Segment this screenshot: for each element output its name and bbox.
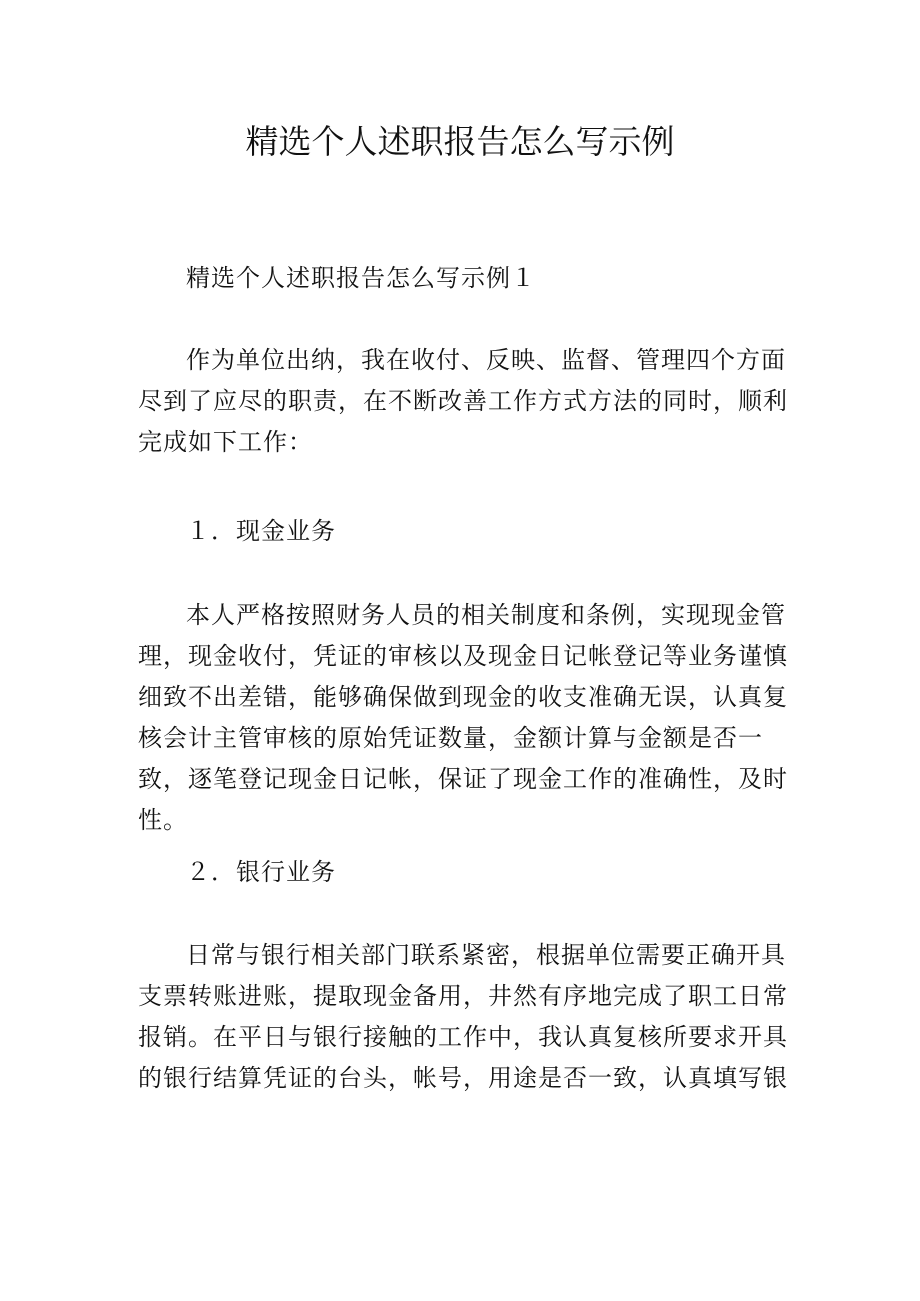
document-title: 精选个人述职报告怎么写示例 — [245, 122, 675, 161]
cash-business-paragraph: 本人严格按照财务人员的相关制度和条例，实现现金管理，现金收付，凭证的审核以及现金日记帐登记等业务谨慎细致不出差错，能够确保做到现金的收支准确无误，认真复核会计主管审核的原始凭证数量，金额计算与金额是否一致，逐笔登记现金日记帐，保证了现金工作的准确性，及时性。 — [138, 601, 788, 834]
bank-business-paragraph: 日常与银行相关部门联系紧密，根据单位需要正确开具支票转账进账，提取现金备用，井然有序地完成了职工日常报销。在平日与银行接触的工作中，我认真复核所要求开具的银行结算凭证的台头，帐号，用途是否一致，认真填写银 — [138, 941, 788, 1092]
intro-paragraph: 作为单位出纳，我在收付、反映、监督、管理四个方面尽到了应尽的职责，在不断改善工作方式方法的同时，顺利完成如下工作： — [138, 346, 788, 456]
section-heading-bank: ２．银行业务 — [186, 858, 336, 886]
section-heading-cash: １．现金业务 — [186, 517, 336, 545]
section-subtitle: 精选个人述职报告怎么写示例１ — [186, 264, 536, 292]
